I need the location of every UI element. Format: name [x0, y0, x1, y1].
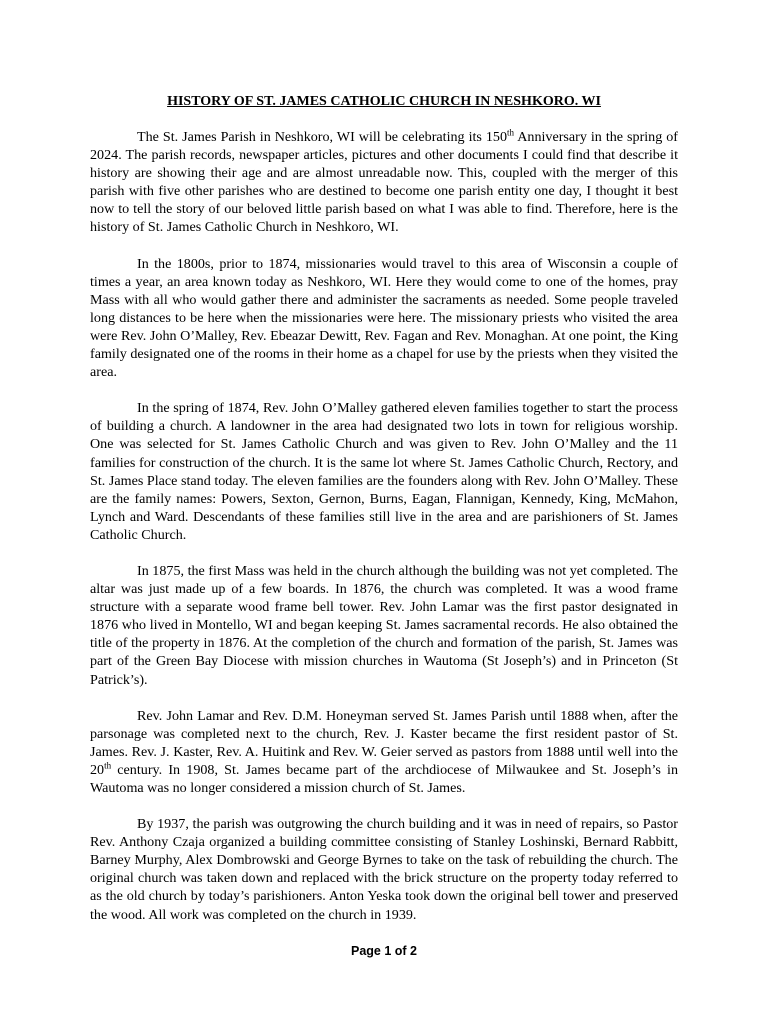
paragraph-rebuilding: By 1937, the parish was outgrowing the church building and it was in need of repairs, so Pastor Rev. Anthony Czaja organized a building committee consisting of Stanley Loshinski, Bernard Rabbitt, Barney Murphy, Alex Dombrowski and George Byrnes to take on the task of rebuilding the church. The original church was taken down and replaced with the brick structure on the property today referred to as the old church by today’s parishioners. Anton Yeska took down the original bell tower and preserved the wood. All work was completed on the church in 1939. — [90, 816, 678, 923]
paragraph-text: The St. James Parish in Neshkoro, WI will be celebrating its 150 — [137, 129, 508, 145]
paragraph-pastors — [90, 707, 678, 797]
page-number: Page 1 of 2 — [351, 944, 417, 958]
paragraph-founding: In the spring of 1874, Rev. John O’Malley gathered eleven families together to start the process of building a church. A landowner in the area had designated two lots in town for religious worship. One was selected for St. James Catholic Church and was given to Rev. John O’Malley and the 11 families for construction of the church. It is the same lot where St. James Catholic Church, Rectory, and St. James Place stand today. The eleven families are the founders along with Rev. John O’Malley. These are the family names: Powers, Sexton, Gernon, Burns, Eagan, Flannigan, Kennedy, King, McMahon, Lynch and Ward. Descendants of these families still live in the area and are parishioners of St. James Catholic Church. — [90, 400, 678, 543]
paragraph-text: Anniversary in the spring of 2024. The parish records, newspaper articles, pictures and other documents I could find that describe it history are showing their age and are almost unreadable now. This, coupled with the merger of this parish with five other parishes who are destined to become one parish entity one day, I thought it best now to tell the story of our beloved little parish based on what I was able to find. Therefore, here is the history of St. James Catholic Church in Neshkoro, WI. — [90, 129, 678, 236]
ordinal-suffix: th — [507, 127, 515, 138]
paragraph-missionaries: In the 1800s, prior to 1874, missionaries would travel to this area of Wisconsin a couple of times a year, an area known today as Neshkoro, WI. Here they would come to one of the homes, pray Mass with all who would gather there and administer the sacraments as needed. Some people traveled long distances to be here when the missionaries were here. The missionary priests who visited the area were Rev. John O’Malley, Rev. Ebeazar Dewitt, Rev. Fagan and Rev. Monaghan. At one point, the King family designated one of the rooms in their home as a chapel for use by the priests when they visited the area. — [90, 255, 678, 381]
paragraph-text: Rev. John Lamar and Rev. D.M. Honeyman served St. James Parish until 1888 when, after the parsonage was completed next to the church, Rev. J. Kaster became the first resident pastor of St. James. Rev. J. Kaster, Rev. A. Huitink and Rev. W. Geier served as pastors from 1888 until well into the 20 — [90, 707, 678, 778]
ordinal-suffix: th — [104, 760, 112, 771]
paragraph-first-mass: In 1875, the first Mass was held in the church although the building was not yet completed. The altar was just made up of a few boards. In 1876, the church was completed. It was a wood frame structure with a separate wood frame bell tower. Rev. John Lamar was the first pastor designated in 1876 who lived in Montello, WI and began keeping St. James sacramental records. He also obtained the title of the property in 1876. At the completion of the church and formation of the parish, St. James was part of the Green Bay Diocese with mission churches in Wautoma (St Joseph’s) and in Princeton (St Patrick’s). — [90, 562, 678, 688]
document-title: HISTORY OF ST. JAMES CATHOLIC CHURCH IN NESHKORO. WI — [167, 94, 601, 109]
document-body — [90, 128, 678, 942]
paragraph-text: century. In 1908, St. James became part of the archdiocese of Milwaukee and St. Joseph’s in Wautoma was no longer considered a mission church of St. James. — [90, 761, 678, 796]
paragraph-anniversary — [90, 128, 678, 237]
